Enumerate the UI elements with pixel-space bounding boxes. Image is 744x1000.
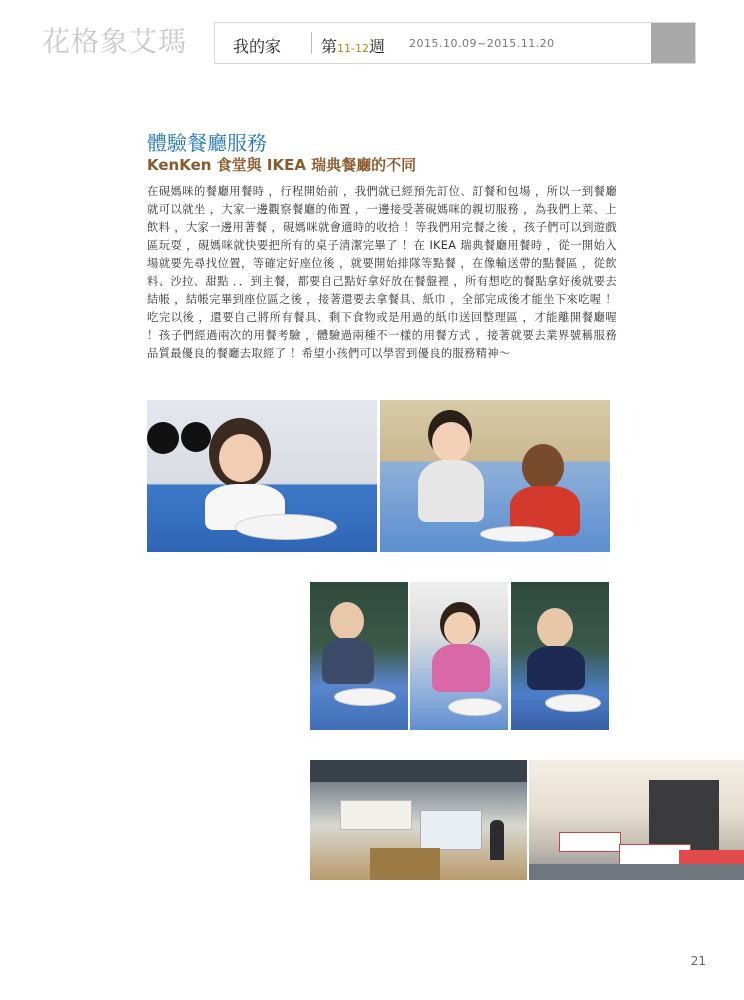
photo-boy-in-sweater: [310, 582, 408, 730]
article-title: 體驗餐廳服務: [147, 131, 267, 155]
photo-ikea-food-counter: [310, 760, 527, 880]
header-gray-block: [651, 23, 695, 63]
header-section: 我的家: [233, 37, 282, 56]
article-subtitle: KenKen 食堂與 IKEA 瑞典餐廳的不同: [147, 156, 417, 174]
header-brand: 花格象艾瑪: [42, 25, 188, 58]
header-week: [321, 34, 385, 57]
week-prefix: 第: [321, 37, 338, 56]
header-divider: [311, 32, 312, 54]
photo-girl-with-tray: [147, 400, 377, 552]
header-date-range: 2015.10.09~2015.11.20: [409, 37, 555, 50]
page-number: 21: [690, 954, 706, 968]
article-body: 在硯媽咪的餐廳用餐時 ，行程開始前 ，我們就已經預先訂位、訂餐和包場 ，所以一到餐廳就可以就坐 ，大家一邊觀察餐廳的佈置 ，一邊接受著硯媽咪的親切服務 ，為我們上菜、上飲料 ，大家一邊用著餐 ，硯媽咪就會適時的收拾 ！等我們用完餐之後 ，孩子們可以到遊戲區玩耍 ，硯媽咪就快要把所有的桌子清潔完畢了 ！在 IKEA 瑞典餐廳用餐時 ，從一開始入場就要先尋找位置，等確定好座位後 ，就要開始排隊等點餐 ，在像輸送帶的點餐區 ，從飲料、沙拉、甜點 ．．到主餐，都要自己點好拿好放在餐盤裡 ，所有想吃的餐點拿好後就要去結帳 ，結帳完畢到座位區之後 ，接著還要去拿餐具、紙巾 ，全部完成後才能坐下來吃喔 ！吃完以後 ，還要自己將所有餐具、剩下食物或是用過的紙巾送回整理區 ，才能離開餐廳喔 ！孩子們經過兩次的用餐考驗 ，體驗過兩種不一樣的用餐方式 ，接著就要去業界號稱服務品質最優良的餐廳去取經了 ！希望小孩們可以學習到優良的服務精神～: [147, 185, 617, 360]
photo-girl-in-pink: [410, 582, 508, 730]
photo-restaurant-seating: [529, 760, 744, 880]
photo-two-boys-at-table: [380, 400, 610, 552]
header-box: [214, 22, 696, 64]
week-suffix: 週: [368, 37, 385, 56]
photo-boy-in-vest: [511, 582, 609, 730]
week-number: 11-12: [337, 42, 369, 55]
